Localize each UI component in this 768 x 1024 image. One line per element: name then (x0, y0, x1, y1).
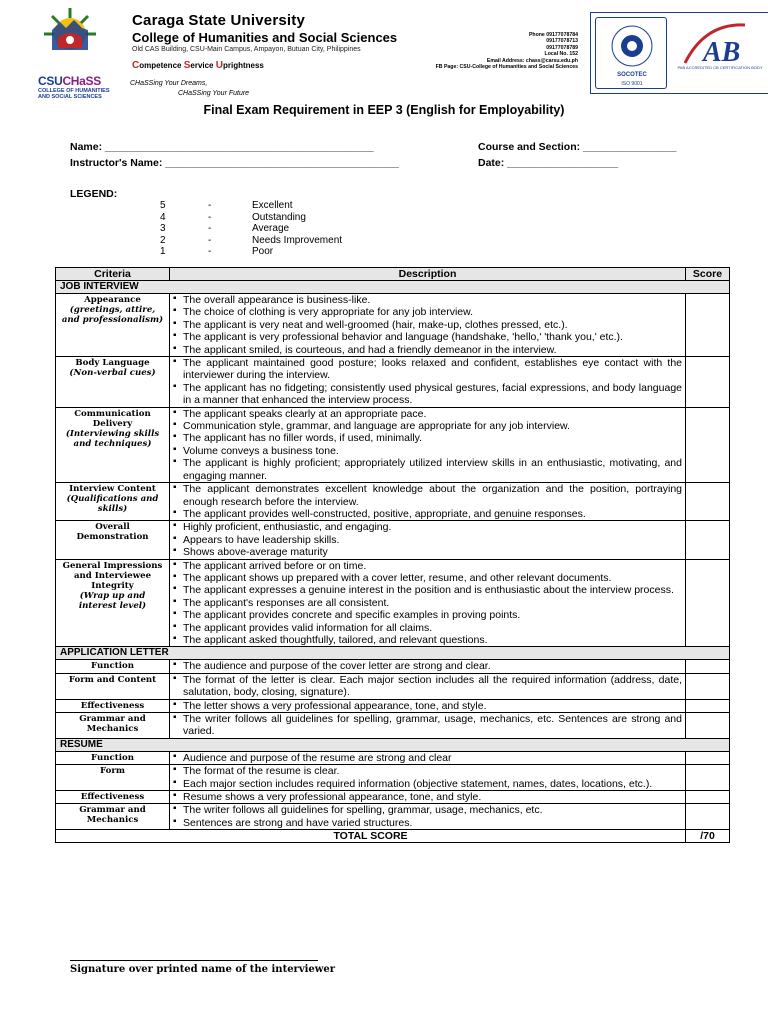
legend-label: Average (252, 223, 290, 235)
list-item: ▪ Resume shows a very professional appearance, tone, and style. (172, 791, 682, 803)
logo-wordmark: CSUCHaSS (38, 74, 101, 88)
table-row (56, 765, 730, 791)
college-name: College of Humanities and Social Sciences (132, 30, 398, 45)
legend-num: 3 (160, 223, 166, 235)
description-list (172, 791, 682, 803)
list-item: ▪ The overall appearance is business-like. (172, 294, 682, 306)
legend-num: 1 (160, 246, 166, 258)
description-list (172, 521, 682, 558)
list-item: ▪ The applicant arrived before or on time. (172, 560, 682, 572)
criteria-cell (56, 521, 170, 559)
criteria-header: Criteria (56, 268, 170, 281)
description-header: Description (170, 268, 686, 281)
list-item: ▪ The format of the resume is clear. (172, 765, 682, 777)
score-cell[interactable] (686, 699, 730, 712)
date-field[interactable]: Date: ___________________ (478, 157, 619, 169)
pab-logo-icon (675, 19, 765, 89)
criteria-name: Body Language (75, 358, 150, 369)
description-list (172, 674, 682, 699)
score-cell[interactable] (686, 673, 730, 699)
table-row (56, 357, 730, 408)
list-item: ▪ Each major section includes required information (objective statement, names, dates, locations, etc.). (172, 778, 682, 790)
description-cell (170, 751, 686, 764)
table-row (56, 294, 730, 357)
description-list (172, 804, 682, 829)
list-item: ▪ The applicant has no filler words, if used, minimally. (172, 432, 682, 444)
signature-line[interactable] (70, 960, 318, 961)
description-cell (170, 407, 686, 482)
criteria-name: Grammar and Mechanics (79, 805, 146, 826)
criteria-name: Interview Content (69, 484, 156, 495)
criteria-subtitle: (Interviewing skills and techniques) (65, 428, 160, 449)
criteria-cell (56, 294, 170, 357)
exam-title: Final Exam Requirement in EEP 3 (English for Employability) (203, 103, 565, 117)
criteria-cell (56, 765, 170, 791)
section-title: JOB INTERVIEW (56, 281, 730, 294)
legend-dash: - (208, 211, 212, 223)
criteria-name: Effectiveness (80, 792, 145, 803)
legend-dash: - (208, 246, 212, 258)
criteria-name: General Impressions and Interviewee Integrity (62, 560, 163, 591)
name-field[interactable]: Name: ______________________________________________ (70, 141, 374, 153)
list-item: ▪ The applicant has no fidgeting; consistently used physical gestures, facial expressions, and body language in a manner that enhanced the interview process. (172, 382, 682, 407)
criteria-name: Function (91, 661, 134, 672)
contact-info: Phone 09177078784 09177078713 09177078789 Local No. 152 Email Address: chass@carsu.edu.ph FB Page: CSU-College of Humanities and Social Sciences (435, 32, 578, 71)
description-list (172, 713, 682, 738)
description-cell (170, 804, 686, 830)
table-row (56, 521, 730, 559)
description-cell (170, 483, 686, 521)
legend-item (160, 200, 342, 212)
score-cell[interactable] (686, 791, 730, 804)
criteria-name: Appearance (84, 295, 141, 305)
list-item: ▪ The writer follows all guidelines for spelling, grammar, usage, mechanics, etc. Sentences are strong and varied. (172, 713, 682, 738)
legend-label: Needs Improvement (252, 234, 343, 246)
score-cell[interactable] (686, 483, 730, 521)
letterhead (28, 8, 763, 100)
criteria-cell (56, 357, 170, 408)
total-row (56, 830, 730, 843)
list-item: ▪ The choice of clothing is very appropriate for any job interview. (172, 306, 682, 318)
section-title: RESUME (56, 738, 730, 751)
tagline-dreams: CHaSSing Your Dreams, (130, 80, 208, 87)
legend-num: 4 (160, 211, 166, 223)
total-score-value[interactable]: /70 (686, 830, 730, 843)
table-row (56, 559, 730, 647)
college-address: Old CAS Building, CSU-Main Campus, Ampayon, Butuan City, Philippines (132, 46, 361, 53)
section-row (56, 281, 730, 294)
list-item: ▪ The audience and purpose of the cover letter are strong and clear. (172, 660, 682, 672)
criteria-cell (56, 660, 170, 673)
score-cell[interactable] (686, 559, 730, 647)
criteria-cell (56, 804, 170, 830)
pab-caption: PAB ACCREDITED CB CERTIFICATION BODY (677, 65, 763, 70)
table-header-row (56, 268, 730, 281)
description-list (172, 483, 682, 520)
socotec-logo-icon (596, 18, 668, 72)
list-item: ▪ The applicant provides concrete and specific examples in proving points. (172, 609, 682, 621)
criteria-subtitle: (Non-verbal cues) (69, 368, 156, 379)
description-cell (170, 713, 686, 739)
score-cell[interactable] (686, 294, 730, 357)
criteria-cell (56, 559, 170, 647)
criteria-name: Form (100, 766, 125, 777)
legend-label: Outstanding (252, 211, 306, 223)
score-header: Score (686, 268, 730, 281)
criteria-cell (56, 751, 170, 764)
description-cell (170, 660, 686, 673)
motto-uprightness: Uprightness (215, 60, 264, 71)
criteria-name: Function (91, 752, 134, 763)
description-cell (170, 791, 686, 804)
course-section-field[interactable]: Course and Section: ________________ (478, 141, 677, 153)
criteria-name: Form and Content (68, 674, 157, 685)
criteria-cell (56, 699, 170, 712)
table-row (56, 713, 730, 739)
description-list (172, 765, 682, 790)
description-cell (170, 357, 686, 408)
pab-logo-text: AB (703, 37, 741, 68)
table-row (56, 407, 730, 482)
motto (132, 60, 264, 71)
table-row (56, 673, 730, 699)
certification-box (590, 12, 768, 94)
socotec-badge (595, 17, 667, 89)
legend-item (160, 246, 342, 258)
list-item: ▪ Sentences are strong and have varied structures. (172, 817, 682, 829)
motto-competence: Competence (132, 60, 182, 71)
criteria-name: Grammar and Mechanics (79, 714, 146, 734)
criteria-name: Effectiveness (80, 700, 145, 711)
criteria-subtitle: (greetings, attire, and professionalism) (61, 305, 164, 325)
list-item: ▪ Volume conveys a business tone. (172, 445, 682, 457)
university-name: Caraga State University (132, 12, 306, 29)
criteria-cell (56, 673, 170, 699)
description-list (172, 752, 682, 764)
legend-item (160, 212, 342, 224)
score-cell[interactable] (686, 713, 730, 739)
logo-subtext: COLLEGE OF HUMANITIES AND SOCIAL SCIENCES (38, 88, 110, 100)
legend-dash: - (208, 200, 212, 211)
description-cell (170, 521, 686, 559)
legend-dash: - (208, 223, 212, 235)
list-item: ▪ The applicant smiled, is courteous, and had a friendly demeanor in the interview. (172, 344, 682, 356)
list-item: ▪ The applicant speaks clearly at an appropriate pace. (172, 408, 682, 420)
criteria-cell (56, 791, 170, 804)
instructor-name-field[interactable]: Instructor's Name: ________________________________________ (70, 157, 399, 169)
total-score-label: TOTAL SCORE (56, 830, 686, 843)
description-list (172, 560, 682, 647)
table-row (56, 804, 730, 830)
description-list (172, 660, 682, 672)
legend-num: 5 (160, 200, 166, 211)
criteria-cell (56, 713, 170, 739)
list-item: ▪ The applicant is very professional behavior and language (handshake, 'hello,' 'thank you,' etc.). (172, 331, 682, 343)
criteria-subtitle: (Wrap up and interest level) (78, 590, 147, 611)
list-item: ▪ Appears to have leadership skills. (172, 534, 682, 546)
section-row (56, 647, 730, 660)
score-cell[interactable] (686, 357, 730, 408)
list-item: ▪ The applicant's responses are all consistent. (172, 597, 682, 609)
socotec-label: SOCOTEC (617, 72, 647, 78)
table-row (56, 791, 730, 804)
list-item: ▪ The writer follows all guidelines for spelling, grammar, usage, mechanics, etc. (172, 804, 682, 816)
list-item: ▪ Highly proficient, enthusiastic, and engaging. (172, 521, 682, 533)
legend-label: Excellent (252, 200, 293, 211)
criteria-cell (56, 407, 170, 482)
list-item: ▪ The applicant provides valid information for all claims. (172, 622, 682, 634)
rubric-table (55, 267, 730, 843)
list-item: ▪ Communication style, grammar, and language are appropriate for any job interview. (172, 420, 682, 432)
legend-item (160, 223, 342, 235)
description-list (172, 357, 682, 407)
list-item: ▪ The letter shows a very professional appearance, tone, and style. (172, 700, 682, 712)
table-row (56, 751, 730, 764)
score-cell[interactable] (686, 407, 730, 482)
score-cell[interactable] (686, 660, 730, 673)
legend (160, 200, 342, 258)
list-item: ▪ Audience and purpose of the resume are strong and clear (172, 752, 682, 764)
section-title: APPLICATION LETTER (56, 647, 730, 660)
list-item: ▪ The applicant shows up prepared with a cover letter, resume, and other relevant documents. (172, 572, 682, 584)
motto-service: Service (183, 60, 214, 71)
criteria-subtitle: (Qualifications and skills) (66, 494, 159, 515)
description-cell (170, 559, 686, 647)
table-row (56, 483, 730, 521)
criteria-cell (56, 483, 170, 521)
score-cell[interactable] (686, 765, 730, 791)
score-cell[interactable] (686, 751, 730, 764)
criteria-name: Overall Demonstration (76, 522, 149, 543)
legend-num: 2 (160, 234, 166, 246)
list-item: ▪ Shows above-average maturity (172, 546, 682, 558)
list-item: ▪ The applicant asked thoughtfully, tailored, and relevant questions. (172, 634, 682, 646)
description-cell (170, 294, 686, 357)
iso-label: ISO 9001 (621, 81, 643, 87)
description-cell (170, 699, 686, 712)
section-row (56, 738, 730, 751)
description-list (172, 408, 682, 482)
list-item: ▪ The format of the letter is clear. Each major section includes all the required information (address, date, salutation, body, closing, signature). (172, 674, 682, 699)
table-row (56, 660, 730, 673)
legend-item (160, 235, 342, 247)
description-list (172, 294, 682, 356)
list-item: ▪ The applicant expresses a genuine interest in the position and is enthusiastic about the interview process. (172, 584, 682, 596)
description-list (172, 700, 682, 712)
description-cell (170, 673, 686, 699)
list-item: ▪ The applicant demonstrates excellent knowledge about the organization and the position, portraying enough research before the interview. (172, 483, 682, 508)
description-cell (170, 765, 686, 791)
tagline-future: CHaSSing Your Future (178, 90, 250, 97)
criteria-name: Communication Delivery (74, 408, 151, 429)
legend-dash: - (208, 234, 212, 246)
legend-label: Poor (252, 246, 274, 258)
score-cell[interactable] (686, 804, 730, 830)
list-item: ▪ The applicant provides well-constructed, positive, appropriate, and genuine responses. (172, 508, 682, 520)
legend-title: LEGEND: (70, 188, 118, 200)
list-item: ▪ The applicant is highly proficient; appropriately utilized interview skills in an enthusiastic, motivating, and engaging manner. (172, 457, 682, 482)
list-item: ▪ The applicant maintained good posture; looks relaxed and confident, establishes eye contact with the interviewer during the interview. (172, 357, 682, 382)
signature-label: Signature over printed name of the interviewer (70, 964, 336, 975)
table-row (56, 699, 730, 712)
score-cell[interactable] (686, 521, 730, 559)
list-item: ▪ The applicant is very neat and well-groomed (hair, make-up, clothes pressed, etc.). (172, 319, 682, 331)
